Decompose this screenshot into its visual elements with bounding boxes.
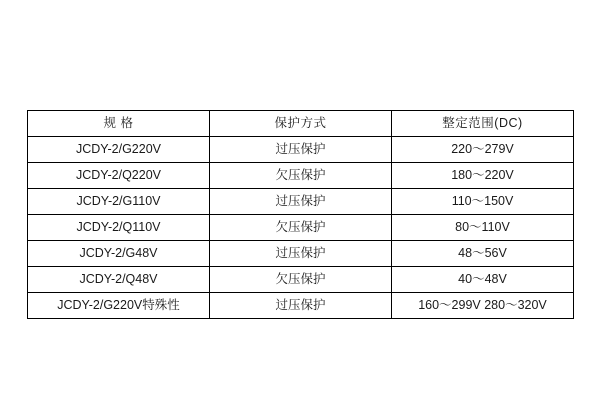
cell-protection-type: 欠压保护 bbox=[210, 267, 392, 293]
cell-protection-type: 过压保护 bbox=[210, 241, 392, 267]
cell-setting-range: 180～220V bbox=[392, 163, 574, 189]
cell-spec: JCDY-2/G110V bbox=[28, 189, 210, 215]
cell-spec: JCDY-2/G220V特殊性 bbox=[28, 293, 210, 319]
cell-spec: JCDY-2/Q48V bbox=[28, 267, 210, 293]
cell-setting-range: 220～279V bbox=[392, 137, 574, 163]
specification-table bbox=[27, 110, 574, 319]
cell-protection-type: 欠压保护 bbox=[210, 215, 392, 241]
column-header-setting-range: 整定范围(DC) bbox=[392, 111, 574, 137]
cell-setting-range: 48～56V bbox=[392, 241, 574, 267]
cell-protection-type: 欠压保护 bbox=[210, 163, 392, 189]
cell-spec: JCDY-2/G220V bbox=[28, 137, 210, 163]
cell-spec: JCDY-2/Q220V bbox=[28, 163, 210, 189]
cell-setting-range: 110～150V bbox=[392, 189, 574, 215]
table-row bbox=[28, 215, 574, 241]
spec-table-container bbox=[27, 110, 573, 319]
cell-setting-range: 40～48V bbox=[392, 267, 574, 293]
table-row bbox=[28, 293, 574, 319]
table-row bbox=[28, 267, 574, 293]
table-row bbox=[28, 137, 574, 163]
table-header-row bbox=[28, 111, 574, 137]
cell-setting-range: 160～299V 280～320V bbox=[392, 293, 574, 319]
table-row bbox=[28, 241, 574, 267]
cell-spec: JCDY-2/G48V bbox=[28, 241, 210, 267]
column-header-spec: 规 格 bbox=[28, 111, 210, 137]
cell-protection-type: 过压保护 bbox=[210, 189, 392, 215]
table-row bbox=[28, 189, 574, 215]
cell-protection-type: 过压保护 bbox=[210, 137, 392, 163]
table-row bbox=[28, 163, 574, 189]
cell-spec: JCDY-2/Q110V bbox=[28, 215, 210, 241]
cell-protection-type: 过压保护 bbox=[210, 293, 392, 319]
column-header-protection-type: 保护方式 bbox=[210, 111, 392, 137]
cell-setting-range: 80～110V bbox=[392, 215, 574, 241]
